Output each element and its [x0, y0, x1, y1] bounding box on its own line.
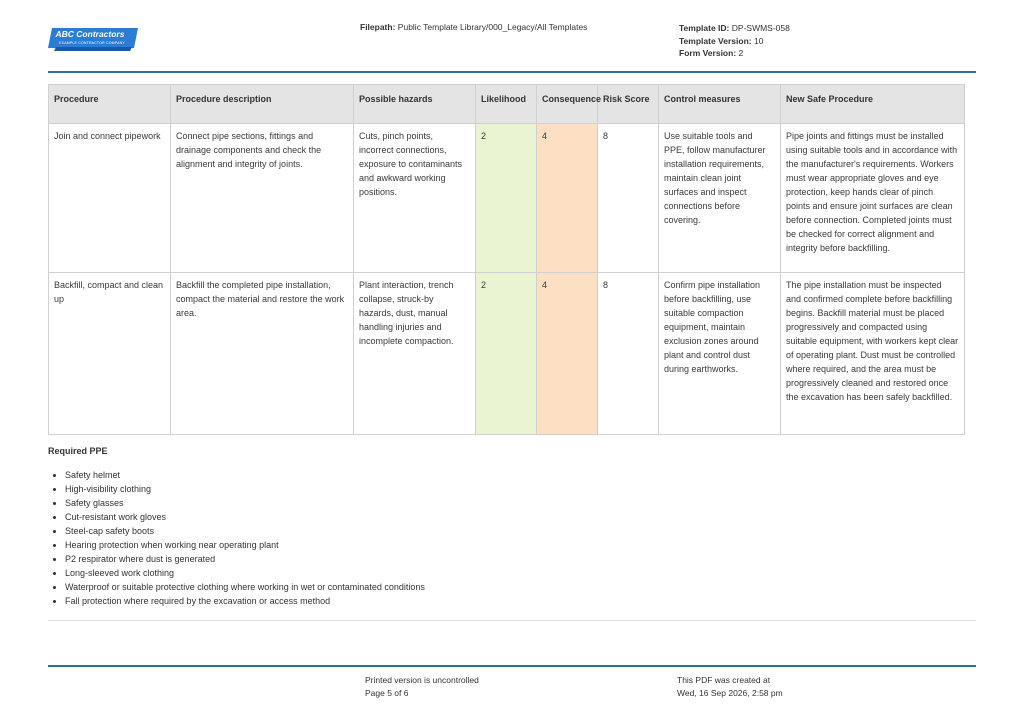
footer-divider — [48, 665, 976, 667]
hazards-cell: Cuts, pinch points, incorrect connections, exposure to contaminants and awkward working positions. — [354, 124, 476, 273]
controls-cell: Use suitable tools and PPE, follow manufacturer installation requirements, maintain clean joint surfaces and inspect connections before covering. — [659, 124, 781, 273]
content-divider — [48, 620, 976, 621]
table-row — [49, 124, 965, 273]
hazards-cell: Plant interaction, trench collapse, struck-by hazards, dust, manual handling injuries and incomplete compaction. — [354, 273, 476, 435]
header-divider — [48, 71, 976, 73]
logo-text: ABC Contractors — [55, 29, 125, 39]
table-row — [49, 273, 965, 435]
logo-subtext: EXAMPLE CONTRACTOR COMPANY — [59, 41, 125, 45]
template-meta — [679, 22, 790, 60]
list-item: • Waterproof or suitable protective clothing where working in wet or contaminated conditions — [65, 580, 425, 594]
created-label: This PDF was created at — [677, 675, 771, 685]
header-controls: Control measures — [659, 85, 781, 124]
created-date: Wed, 16 Sep 2026, 2:58 pm — [677, 687, 783, 698]
filepath-label: Filepath: — [360, 22, 396, 32]
uncontrolled-note: Printed version is uncontrolled — [365, 675, 479, 685]
page-header — [0, 0, 1024, 72]
risk-score-cell: 8 — [598, 273, 659, 435]
list-item: • Safety glasses — [65, 496, 425, 510]
filepath-value: Public Template Library/000_Legacy/All Templates — [397, 22, 588, 32]
header-likelihood: Likelihood — [476, 85, 537, 124]
company-logo — [48, 26, 138, 52]
template-id: Template ID: DP-SWMS-058 — [679, 23, 790, 33]
list-item: • Hearing protection when working near operating plant — [65, 538, 425, 552]
list-item: • P2 respirator where dust is generated — [65, 552, 425, 566]
form-version: Form Version: 2 — [679, 48, 744, 58]
template-version: Template Version: 10 — [679, 35, 764, 46]
header-new-procedure: New Safe Procedure — [781, 85, 965, 124]
risk-score-cell: 8 — [598, 124, 659, 273]
likelihood-cell: 2 — [476, 124, 537, 273]
procedure-cell: Join and connect pipework — [49, 124, 171, 273]
header-consequence: Consequence — [537, 85, 598, 124]
filepath — [360, 22, 587, 32]
list-item: • Steel-cap safety boots — [65, 524, 425, 538]
controls-cell: Confirm pipe installation before backfilling, use suitable compaction equipment, maintain exclusion zones around plant and control dust during earthworks. — [659, 273, 781, 435]
likelihood-cell: 2 — [476, 273, 537, 435]
procedure-table — [48, 84, 965, 435]
header-procedure: Procedure — [49, 85, 171, 124]
ppe-title: Required PPE — [48, 446, 108, 456]
page-number: Page 5 of 6 — [365, 687, 409, 698]
footer-left — [365, 674, 479, 699]
footer-right — [677, 674, 783, 699]
new-procedure-cell: Pipe joints and fittings must be installed using suitable tools and in accordance with the manufacturer's requirements. Workers must wear appropriate gloves and eye protection, keep hands clear of pinch points and ensure joint surfaces are clean before connection. Completed joints must be checked for correct alignment and integrity before backfilling. — [781, 124, 965, 273]
new-procedure-cell: The pipe installation must be inspected and confirmed complete before backfilling begins. Backfill material must be placed progressively and compacted using suitable equipment, with workers kept clear of operating plant. Dust must be controlled where required, and the area must be progressively cleaned and restored once the excavation has been safely backfilled. — [781, 273, 965, 435]
description-cell: Connect pipe sections, fittings and drainage components and check the alignment and integrity of joints. — [171, 124, 354, 273]
list-item: • Fall protection where required by the excavation or access method — [65, 594, 425, 608]
header-description: Procedure description — [171, 85, 354, 124]
list-item: • Safety helmet — [65, 468, 425, 482]
list-item: • Long-sleeved work clothing — [65, 566, 425, 580]
table-header-row — [49, 85, 965, 124]
header-hazards: Possible hazards — [354, 85, 476, 124]
header-risk-score: Risk Score — [598, 85, 659, 124]
description-cell: Backfill the completed pipe installation, compact the material and restore the work area. — [171, 273, 354, 435]
procedure-cell: Backfill, compact and clean up — [49, 273, 171, 435]
list-item: • High-visibility clothing — [65, 482, 425, 496]
list-item: • Cut-resistant work gloves — [65, 510, 425, 524]
consequence-cell: 4 — [537, 124, 598, 273]
ppe-list — [48, 468, 425, 608]
consequence-cell: 4 — [537, 273, 598, 435]
